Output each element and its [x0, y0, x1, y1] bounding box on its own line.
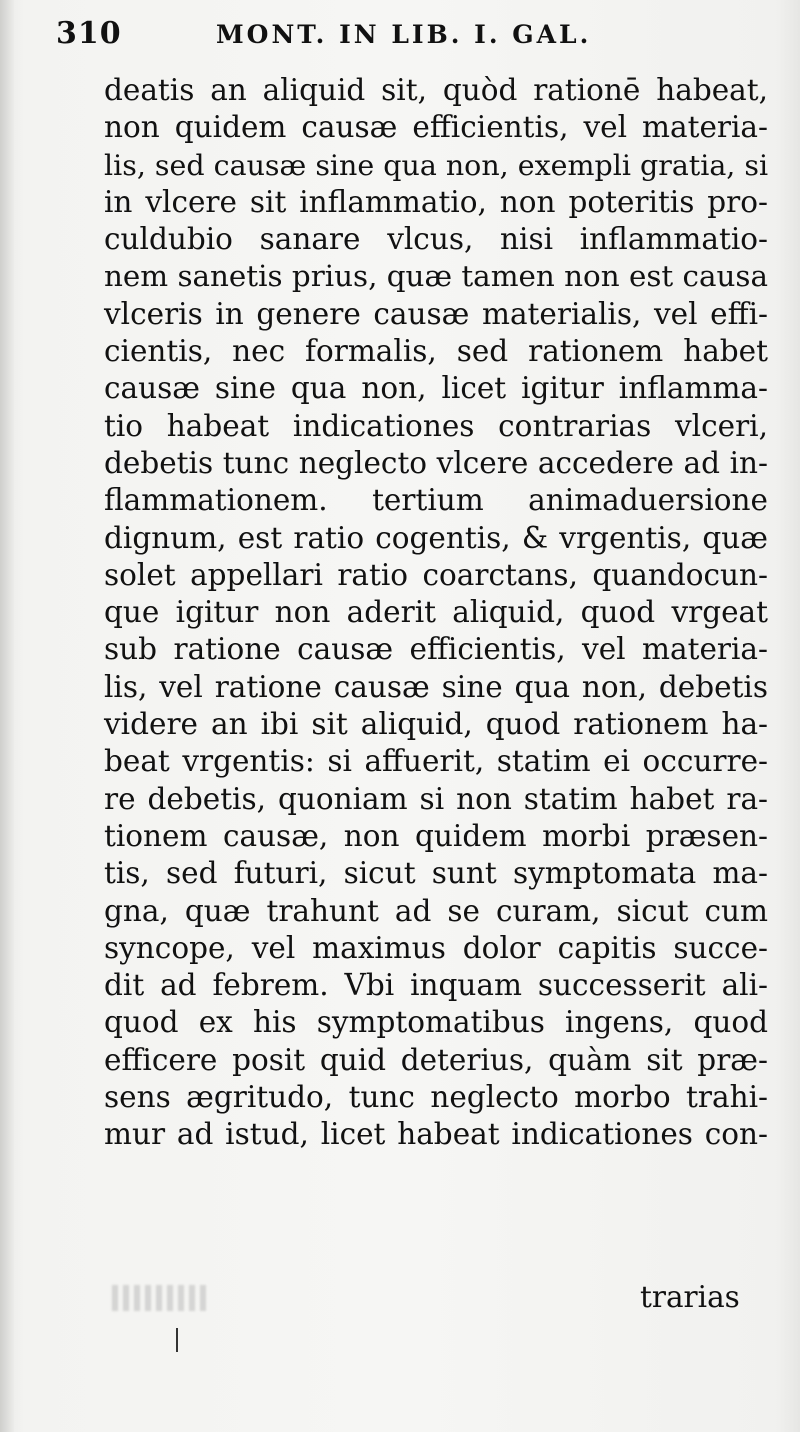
text-line: debetis tunc neglecto vlcere accedere ad in- — [104, 445, 768, 480]
text-line: vlceris in genere causæ materialis, vel effi- — [104, 296, 768, 331]
text-line: lis, vel ratione causæ sine qua non, debetis — [104, 669, 768, 704]
text-line: flammationem. tertium animaduersione — [104, 483, 768, 518]
text-line: re debetis, quoniam si non statim habet ra- — [104, 781, 768, 816]
text-line: cientis, nec formalis, sed rationem habet — [104, 334, 768, 369]
text-line: lis, sed causæ sine qua non, exempli gratia, si — [104, 148, 769, 182]
text-line: causæ sine qua non, licet igitur inflamma- — [104, 371, 768, 406]
running-head: MONT. IN LIB. I. GAL. — [216, 20, 592, 49]
text-line: dit ad febrem. Vbi inquam successerit ali- — [104, 968, 768, 1003]
text-line: tis, sed futuri, sicut sunt symptomata ma- — [104, 856, 768, 891]
text-line: deatis an aliquid sit, quòd rationē habeat, — [104, 73, 768, 107]
text-line: sens ægritudo, tunc neglecto morbo trahi- — [104, 1080, 768, 1115]
text-line: solet appellari ratio coarctans, quandocun- — [104, 557, 768, 592]
text-line: culdubio sanare vlcus, nisi inflammatio- — [104, 222, 768, 257]
text-line: tionem causæ, non quidem morbi præsen- — [104, 818, 768, 853]
text-line: tio habeat indicationes contrarias vlceri, — [104, 408, 768, 443]
page-edge-shadow — [0, 0, 14, 1432]
text-line: quod ex his symptomatibus ingens, quod — [104, 1005, 768, 1040]
text-line: gna, quæ trahunt ad se curam, sicut cum — [104, 893, 768, 928]
text-line: beat vrgentis: si affuerit, statim ei occurre- — [104, 744, 768, 779]
text-line: nem sanetis prius, quæ tamen non est causa — [104, 259, 768, 294]
page-number: 310 — [56, 16, 122, 51]
show-through-ink — [112, 1285, 208, 1311]
text-line: efficere posit quid deterius, quàm sit præ- — [104, 1042, 768, 1077]
main-text — [104, 72, 768, 1154]
text-line: syncope, vel maximus dolor capitis succe- — [104, 930, 768, 965]
text-line: videre an ibi sit aliquid, quod rationem ha- — [104, 707, 768, 742]
text-line: que igitur non aderit aliquid, quod vrgeat — [104, 595, 768, 630]
text-line: in vlcere sit inflammatio, non poteritis pro- — [104, 184, 768, 219]
text-line: non quidem causæ efficientis, vel materia- — [104, 110, 768, 145]
catchword: trarias — [640, 1280, 740, 1314]
text-line: mur ad istud, licet habeat indicationes con- — [104, 1117, 768, 1152]
paper-mark — [176, 1328, 178, 1352]
page-header — [0, 14, 800, 54]
text-line: dignum, est ratio cogentis, & vrgentis, quæ — [104, 520, 768, 555]
text-line: sub ratione causæ efficientis, vel materia- — [104, 632, 768, 667]
